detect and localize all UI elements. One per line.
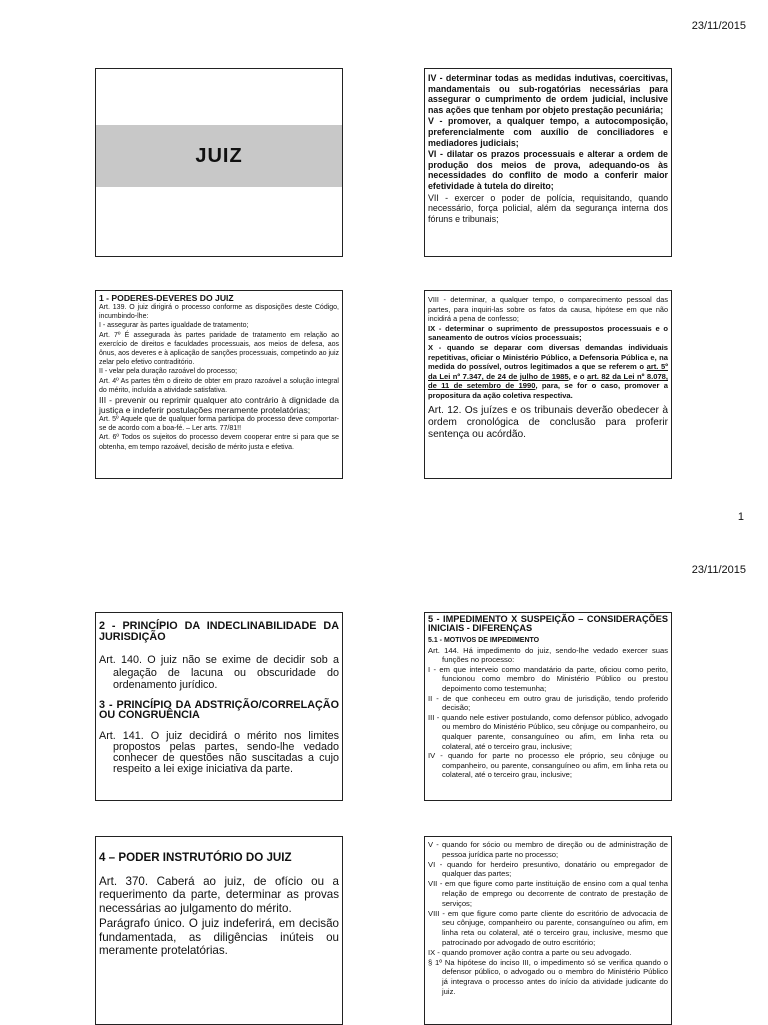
heading-indeclinabilidade: 2 - PRINCÍPIO DA INDECLINABILIDADE DA JURISDIÇÃO: [99, 620, 339, 643]
impedimento-ii: II - de que conheceu em outro grau de jurisdição, tendo proferido decisão;: [428, 693, 668, 713]
inciso-i: I - assegurar às partes igualdade de tratamento;: [99, 322, 249, 330]
inciso-iv: IV - determinar todas as medidas indutivas, coercitivas, mandamentais ou sub-rogatórias necessárias para assegurar o cumprimento de ordem judicial, inclusive nas ações que tenham por objeto prestação pecuniária;: [428, 73, 668, 115]
impedimento-ix: IX - quando promover ação contra a parte ou seu advogado.: [428, 947, 632, 957]
slide-title: JUIZ: [195, 144, 243, 167]
art-4: Art. 4º As partes têm o direito de obter em prazo razoável a solução integral do mérito, incluída a atividade satisfativa.: [99, 377, 339, 394]
title-band: [96, 125, 342, 187]
lei-8078-link[interactable]: art. 82 da Lei nº 8.078, de 11 de setembro de 1990: [428, 371, 668, 391]
slide-poderes-deveres: [95, 290, 343, 479]
art-140: Art. 140. O juiz não se exime de decidir sob a alegação de lacuna ou obscuridade do ordenamento jurídico.: [99, 654, 339, 692]
heading-adstricao: 3 - PRINCÍPIO DA ADSTRIÇÃO/CORRELAÇÃO OU CONGRUÊNCIA: [99, 698, 339, 722]
art-139: Art. 139. O juiz dirigirá o processo conforme as disposições deste Código, incumbindo-lhe:: [99, 304, 339, 321]
slide-principios: [95, 612, 343, 801]
art-144: Art. 144. Há impedimento do juiz, sendo-lhe vedado exercer suas funções no processo:: [428, 645, 668, 665]
impedimento-vi: VI - quando for herdeiro presuntivo, donatário ou empregador de qualquer das partes;: [428, 859, 668, 879]
page1-date: 23/11/2015: [691, 20, 746, 32]
inciso-x: [428, 343, 668, 401]
impedimento-iv: IV - quando for parte no processo ele próprio, seu cônjuge ou companheiro, ou parente, consanguíneo ou afim, em linha reta ou colateral, até o terceiro grau, inclusive;: [428, 751, 668, 780]
slide-incisos-viii-x: [424, 290, 672, 479]
inciso-viii: VIII - determinar, a qualquer tempo, o comparecimento pessoal das partes, para inquiri-las sobre os fatos da causa, hipótese em que não incidirá a pena de confesso;: [428, 295, 668, 324]
inciso-x-text-3: , para, se for o caso, promover a propositura da ação coletiva respectiva.: [428, 381, 668, 400]
section-heading: 1 - PODERES-DEVERES DO JUIZ: [99, 293, 234, 303]
inciso-x-text-1: X - quando se deparar com diversas demandas individuais repetitivas, oficiar o Ministério Público, a Defensoria Pública e, na medida do possível, outros legitimados a que se referem o: [428, 342, 668, 372]
inciso-ix: IX - determinar o suprimento de pressupostos processuais e o saneamento de outros vícios processuais;: [428, 323, 668, 343]
lei-7347-link[interactable]: art. 5º da Lei nº 7.347, de 24 de julho de 1985: [428, 362, 668, 381]
inciso-ii: II - velar pela duração razoável do processo;: [99, 368, 238, 376]
impedimento-vii: VII - em que figure como parte instituição de ensino com a qual tenha relação de emprego ou decorrente de contrato de prestação de serviços;: [428, 879, 668, 908]
paragrafo-1: § 1º Na hipótese do inciso III, o impedimento só se verifica quando o defensor público, o advogado ou o membro do Ministério Público já integrava o processo antes do início da atividade judicante do juiz.: [428, 957, 668, 996]
impedimento-viii: VIII - em que figure como parte cliente do escritório de advocacia de seu cônjuge, companheiro ou parente, consanguíneo ou afim, em linha reta ou colateral, até o terceiro grau, inclusive, mesmo que patrocinado por advogado de outro escritório;: [428, 908, 668, 947]
inciso-v: V - promover, a qualquer tempo, a autocomposição, preferencialmente com auxílio de conciliadores e mediadores judiciais;: [428, 116, 668, 148]
slide-poder-instrutorio: [95, 836, 343, 1025]
inciso-iii: III - prevenir ou reprimir qualquer ato contrário à dignidade da justiça e indeferir postulações meramente protelatórias;: [99, 395, 339, 416]
inciso-vii: VII - exercer o poder de polícia, requisitando, quando necessário, força policial, além da segurança interna dos fóruns e tribunais;: [428, 192, 668, 224]
impedimento-i: I - em que interveio como mandatário da parte, oficiou como perito, funcionou como membro do Ministério Público ou prestou depoimento como testemunha;: [428, 664, 668, 693]
page-number: 1: [737, 511, 744, 523]
slide-incisos-iv-vii: [424, 68, 672, 257]
art-5: Art. 5º Aquele que de qualquer forma participa do processo deve comportar-se de acordo com a boa-fé. – Ler arts. 77/81!!: [99, 416, 339, 433]
slide-impedimento: [424, 612, 672, 801]
page2-date: 23/11/2015: [691, 564, 746, 576]
art-141: Art. 141. O juiz decidirá o mérito nos limites propostos pelas partes, sendo-lhe vedado conhecer de questões não suscitadas a cujo respeito a lei exige iniciativa da parte.: [99, 729, 339, 775]
impedimento-iii: III - quando nele estiver postulando, como defensor público, advogado ou membro do Ministério Público, seu cônjuge ou companheiro, ou qualquer parente, consanguíneo ou afim, em linha reta ou colateral, até o terceiro grau, inclusive;: [428, 712, 668, 751]
heading-impedimento-suspeicao: 5 - IMPEDIMENTO X SUSPEIÇÃO – CONSIDERAÇÕES INICIAIS - DIFERENÇAS: [428, 614, 668, 634]
art-12: Art. 12. Os juízes e os tribunais deverão obedecer à ordem cronológica de conclusão para proferir sentença ou acórdão.: [428, 404, 668, 440]
heading-poder-instrutorio: 4 – PODER INSTRUTÓRIO DO JUIZ: [99, 851, 292, 864]
inciso-x-text-2: , e o: [568, 371, 588, 381]
slide-juiz-title: [95, 68, 343, 257]
art-6: Art. 6º Todos os sujeitos do processo devem cooperar entre si para que se obtenha, em tempo razoável, decisão de mérito justa e efetiva.: [99, 434, 339, 451]
paragrafo-unico: Parágrafo único. O juiz indeferirá, em decisão fundamentada, as diligências inúteis ou meramente protelatórias.: [99, 917, 339, 958]
inciso-vi: VI - dilatar os prazos processuais e alterar a ordem de produção dos meios de prova, adequando-os às necessidades do conflito de modo a conferir maior efetividade à tutela do direito;: [428, 149, 668, 191]
art-7: Art. 7º É assegurada às partes paridade de tratamento em relação ao exercício de direitos e faculdades processuais, aos meios de defesa, aos ônus, aos deveres e à aplicação de sanções processuais, competindo ao juiz zelar pelo efetivo contraditório.: [99, 331, 339, 367]
impedimento-v: V - quando for sócio ou membro de direção ou de administração de pessoa jurídica parte no processo;: [428, 840, 668, 859]
subheading-motivos: 5.1 - MOTIVOS DE IMPEDIMENTO: [428, 637, 540, 645]
art-370: Art. 370. Caberá ao juiz, de ofício ou a requerimento da parte, determinar as provas necessárias ao julgamento do mérito.: [99, 875, 339, 915]
slide-impedimento-v-ix: [424, 836, 672, 1025]
